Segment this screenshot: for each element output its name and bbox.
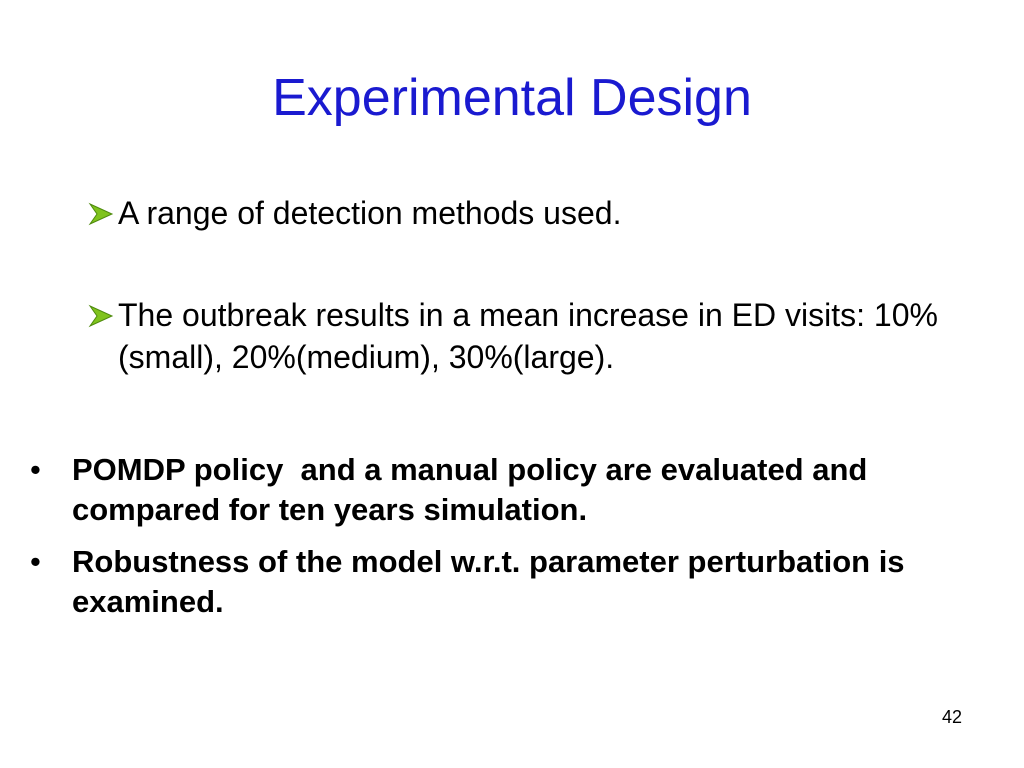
- arrow-bullet-icon: [88, 304, 114, 328]
- main-bullet-list: [30, 450, 930, 622]
- sub-bullet-list: [88, 192, 988, 378]
- dot-bullet-icon: •: [30, 452, 41, 487]
- page-number: 42: [941, 707, 962, 727]
- main-bullet-item: [30, 450, 930, 530]
- main-bullet-text: POMDP policy and a manual policy are evaluated and compared for ten years simulation.: [72, 452, 876, 527]
- dot-bullet-icon: •: [30, 544, 41, 579]
- main-bullet-item: [30, 542, 930, 622]
- arrow-bullet-icon: [88, 202, 114, 226]
- slide-title: Experimental Design: [272, 69, 752, 127]
- sub-bullet-text: A range of detection methods used.: [118, 195, 622, 231]
- sub-bullet-text: The outbreak results in a mean increase in ED visits: 10% (small), 20%(medium), 30%(large).: [118, 297, 938, 375]
- sub-bullet-item: [88, 294, 988, 378]
- sub-bullet-item: [88, 192, 988, 234]
- main-bullet-text: Robustness of the model w.r.t. parameter perturbation is examined.: [72, 544, 905, 619]
